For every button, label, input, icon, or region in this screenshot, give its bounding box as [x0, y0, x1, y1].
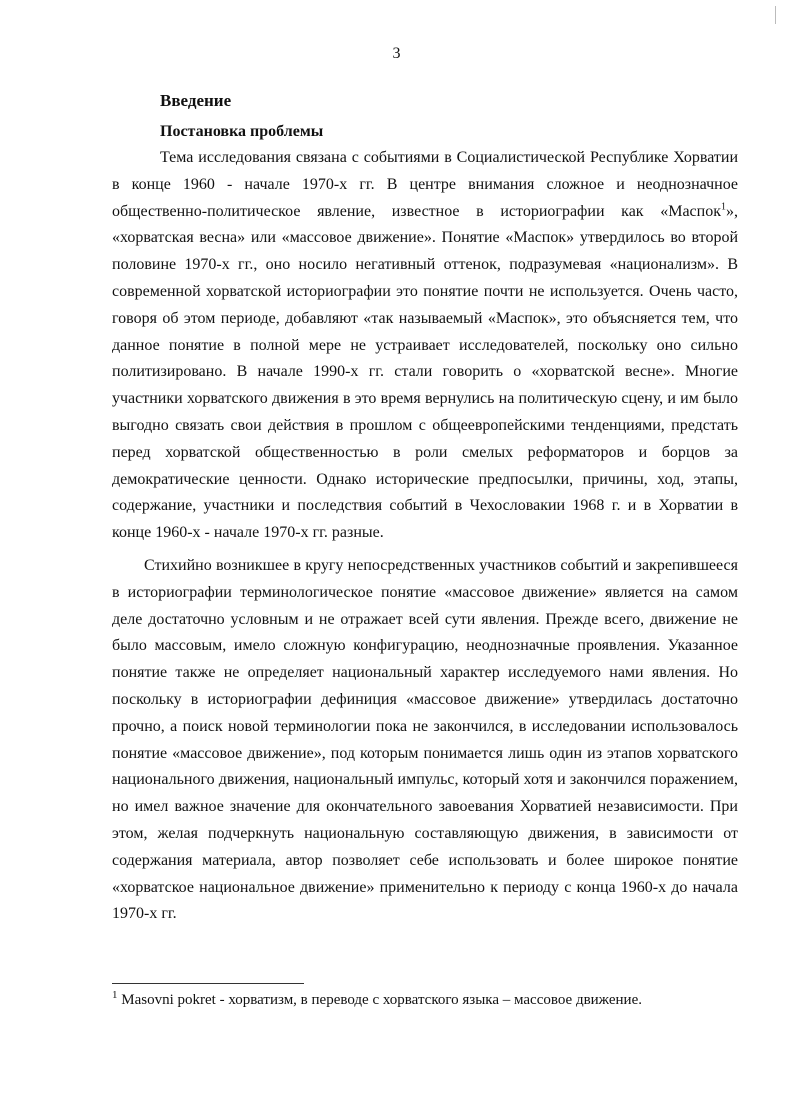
section-heading: Введение [160, 91, 232, 110]
body-paragraph-1 [112, 145, 738, 547]
page-number: 3 [392, 45, 401, 62]
footnote-text: Masovni pokret - хорватизм, в переводе с хорватского языка – массовое движение. [117, 992, 642, 1008]
subsection-heading: Постановка проблемы [160, 123, 324, 140]
paragraph-1-part-1: Тема исследования связана с событиями в Социалистической Республике Хорватии в конце 1960 - начале 1970-х гг. В центре внимания сложное и неоднозначное общественно-политическое явление, известное в историографии как «Маспок [112, 149, 738, 220]
footnote-divider [112, 983, 304, 984]
paragraph-1-part-2: », «хорватская весна» или «массовое движение». Понятие «Маспок» утвердилось во второй половине 1970-х гг., оно носило негативный оттенок, подразумевая «национализм». В современной хорватской историографии это понятие почти не используется. Очень часто, говоря об этом периоде, добавляют «так называемый «Маспок», это объясняется тем, что данное понятие в полной мере не устраивает исследователей, поскольку оно сильно политизировано. В начале 1990-х гг. стали говорить о «хорватской весне». Многие участники хорватского движения в это время вернулись на политическую сцену, и им было выгодно связать свои действия в прошлом с общеевропейскими тенденциями, предстать перед хорватской общественностью в роли смелых реформаторов и борцов за демократические ценности. Однако исторические предпосылки, причины, ход, этапы, содержание, участники и последствия событий в Чехословакии 1968 г. и в Хорватии в конце 1960-х - начале 1970-х гг. разные. [112, 202, 738, 542]
footnote-reference[interactable]: 1 [721, 201, 726, 213]
body-paragraph-2: Стихийно возникшее в кругу непосредственных участников событий и закрепившееся в историографии терминологическое понятие «массовое движение» является на самом деле достаточно условным и не отражает всей сути явления. Прежде всего, движение не было массовым, имело сложную конфигурацию, неоднозначные проявления. Указанное понятие также не определяет национальный характер исследуемого нами явления. Но поскольку в историографии дефиниция «массовое движение» утвердилась достаточно прочно, а поиск новой терминологии пока не закончился, в исследовании использовалось понятие «массовое движение», под которым понимается лишь один из этапов хорватского национального движения, национальный импульс, который хотя и закончился поражением, но имел важное значение для окончательного завоевания Хорватией независимости. При этом, желая подчеркнуть национальную составляющую движения, в зависимости от содержания материала, автор позволяет себе использовать и более широкое понятие «хорватское национальное движение» применительно к периоду с конца 1960-х до начала 1970-х гг. [112, 557, 738, 923]
footnote-marker: 1 [112, 989, 118, 1001]
footnote [112, 990, 738, 1010]
scan-artifact-mark [775, 6, 776, 24]
